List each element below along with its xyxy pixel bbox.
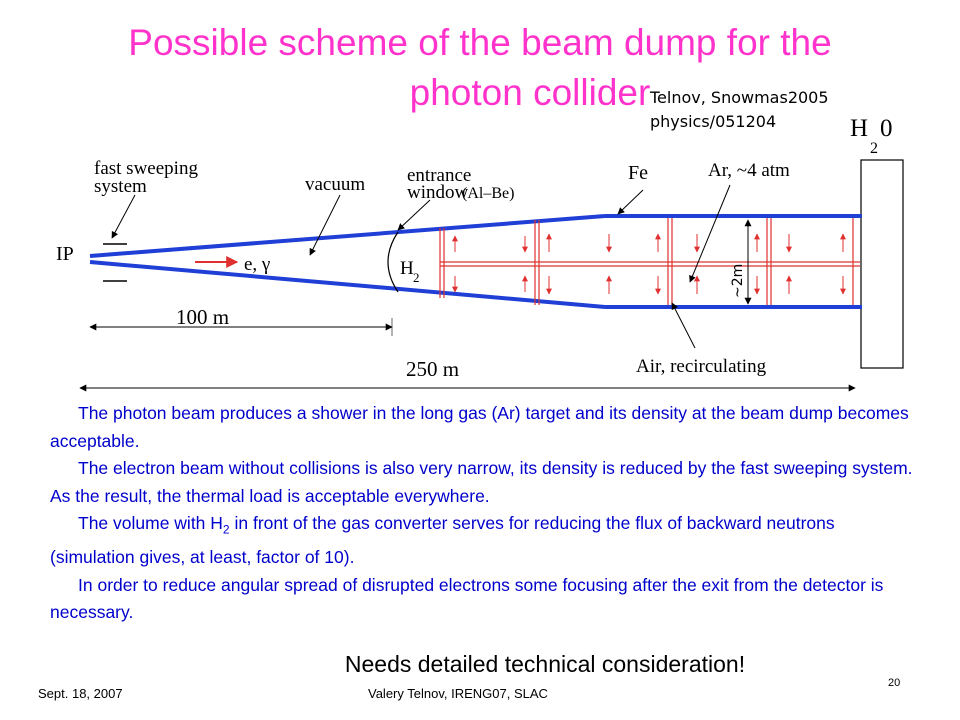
entrance-window bbox=[388, 232, 398, 292]
label-system: system bbox=[94, 176, 147, 197]
paragraph-electron-beam: The electron beam without collisions is also very narrow, its density is reduced by the fast sweeping system. As the result, the thermal load is acceptable everywhere. bbox=[50, 458, 913, 506]
gas-flow-arrows bbox=[455, 234, 843, 294]
paragraph-h2-start: The volume with H bbox=[78, 513, 223, 533]
paragraph-h2-end: in front of the gas converter serves for reducing the flux of backward neutrons (simulation gives, at least, factor of 10). bbox=[50, 513, 835, 567]
pipe-cone-upper bbox=[90, 216, 605, 256]
label-h2: H bbox=[400, 258, 414, 279]
label-air: Air, recirculating bbox=[636, 356, 767, 377]
label-two-m: ~2m bbox=[730, 263, 746, 298]
paragraph-focusing: In order to reduce angular spread of disrupted electrons some focusing after the exit from the detector is necessary. bbox=[50, 574, 884, 622]
label-100m: 100 m bbox=[176, 305, 230, 329]
label-ar: Ar, ~4 atm bbox=[708, 160, 790, 181]
label-fast-sweeping: fast sweeping bbox=[94, 158, 198, 179]
gas-channels bbox=[440, 218, 860, 305]
label-250m: 250 m bbox=[406, 357, 460, 381]
reference-line-2: physics/051204 bbox=[650, 112, 777, 131]
paragraph-photon-beam: The photon beam produces a shower in the long gas (Ar) target and its density at the beam dump becomes acceptable. bbox=[50, 403, 909, 451]
footer-author: Valery Telnov, IRENG07, SLAC bbox=[368, 686, 548, 701]
label-ip: IP bbox=[56, 243, 74, 265]
paragraph-h2-volume bbox=[50, 510, 920, 572]
label-vacuum: vacuum bbox=[305, 174, 366, 195]
label-h2o-end: 0 bbox=[880, 115, 893, 142]
label-e-gamma: e, γ bbox=[244, 254, 271, 275]
page-number: 20 bbox=[888, 677, 901, 689]
paragraph-h2-subscript: 2 bbox=[222, 522, 230, 537]
label-window: window bbox=[407, 182, 469, 203]
label-h2-sub: 2 bbox=[413, 270, 420, 285]
reference-line-1: Telnov, Snowmas2005 bbox=[650, 88, 829, 107]
pipe-cone-lower bbox=[90, 262, 605, 307]
label-fe: Fe bbox=[628, 162, 648, 184]
title-line-1: Possible scheme of the beam dump for the bbox=[128, 22, 832, 63]
needs-note: Needs detailed technical consideration! bbox=[344, 651, 746, 677]
title-line-2: photon collider bbox=[409, 72, 651, 113]
label-h2o: H bbox=[850, 115, 869, 142]
footer-date: Sept. 18, 2007 bbox=[38, 686, 123, 701]
label-window-material: (Al–Be) bbox=[462, 185, 515, 202]
label-entrance: entrance bbox=[407, 165, 472, 186]
label-h2o-sub: 2 bbox=[870, 140, 878, 157]
explanation-text bbox=[50, 400, 920, 627]
water-block bbox=[861, 160, 903, 368]
